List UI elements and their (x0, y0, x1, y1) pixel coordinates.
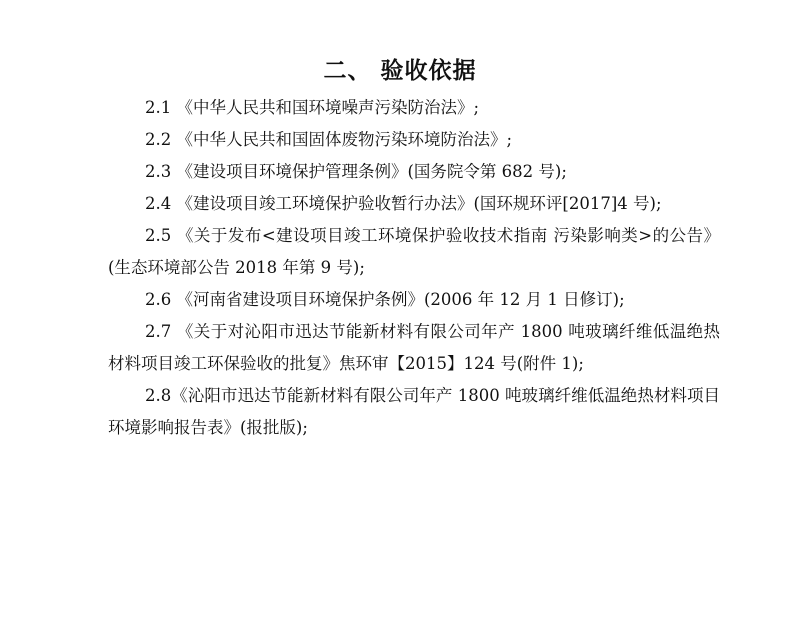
basis-item-2-5: 2.5 《关于发布<建设项目竣工环境保护验收技术指南 污染影响类>的公告》(生态环境部公告 2018 年第 9 号); (108, 226, 720, 277)
basis-item-2-8: 2.8《沁阳市迅达节能新材料有限公司年产 1800 吨玻璃纤维低温绝热材料项目环境影响报告表》(报批版); (108, 386, 720, 437)
basis-item-2-1: 2.1 《中华人民共和国环境噪声污染防治法》; (145, 98, 480, 117)
basis-item-2-2: 2.2 《中华人民共和国固体废物污染环境防治法》; (145, 130, 513, 149)
basis-item-2-3: 2.3 《建设项目环境保护管理条例》(国务院令第 682 号); (145, 162, 567, 181)
basis-list (108, 92, 720, 444)
basis-item-2-6: 2.6 《河南省建设项目环境保护条例》(2006 年 12 月 1 日修订); (145, 290, 625, 309)
section-heading: 二、 验收依据 (323, 57, 477, 84)
basis-item-2-4: 2.4 《建设项目竣工环境保护验收暂行办法》(国环规环评[2017]4 号); (145, 194, 662, 213)
basis-item-2-7: 2.7 《关于对沁阳市迅达节能新材料有限公司年产 1800 吨玻璃纤维低温绝热材料项目竣工环保验收的批复》焦环审【2015】124 号(附件 1); (108, 322, 720, 373)
